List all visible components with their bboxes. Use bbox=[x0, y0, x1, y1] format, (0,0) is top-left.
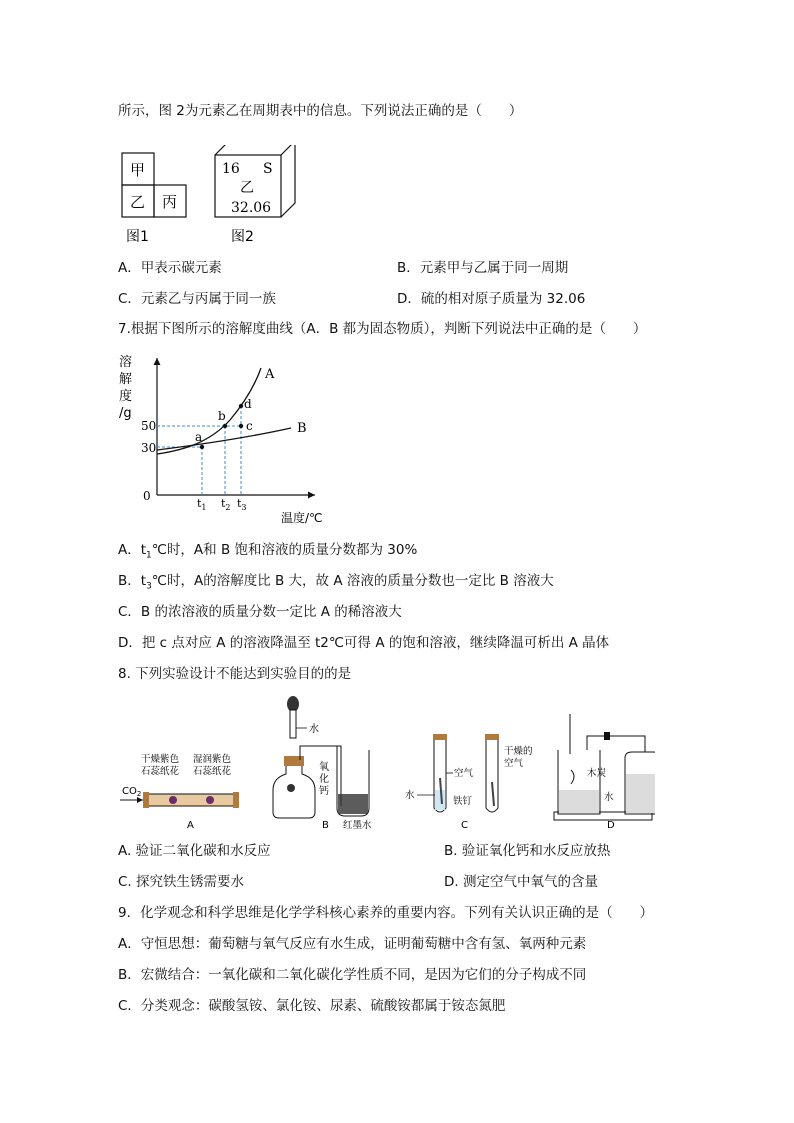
q8-option-c: C. 探究铁生锈需要水 bbox=[118, 874, 245, 890]
figure-1-periodic-grid bbox=[122, 153, 186, 245]
cao-label-3: 钙 bbox=[319, 786, 329, 797]
co2-label: $CO_2$ bbox=[122, 786, 142, 798]
y-tick-50: 50 bbox=[141, 419, 157, 433]
q8-option-b: B. 验证氧化钙和水反应放热 bbox=[444, 843, 611, 859]
q8-stem: 8. 下列实验设计不能达到实验目的的是 bbox=[118, 666, 352, 682]
fig1-cell-jia: 甲 bbox=[130, 161, 146, 179]
red-ink-column bbox=[338, 794, 368, 814]
wet-flower-label-2: 石蕊纸花 bbox=[193, 766, 232, 777]
cao-label-1: 氧 bbox=[319, 762, 329, 773]
curve-a bbox=[157, 368, 261, 454]
point-c bbox=[239, 424, 243, 428]
point-d bbox=[239, 404, 243, 408]
tube-stopper-left bbox=[143, 792, 149, 808]
b-water-label: 水 bbox=[309, 724, 319, 735]
dry-flower-label-1: 干燥紫色 bbox=[141, 754, 180, 765]
bottle2-water bbox=[626, 774, 655, 813]
fig2-mass: 32.06 bbox=[231, 200, 272, 216]
q6-option-d: D．硫的相对原子质量为 32.06 bbox=[397, 291, 586, 307]
y-label-3: 度 bbox=[119, 389, 133, 404]
q7-option-d: D．把 c 点对应 A 的溶液降温至 t2℃可得 A 的饱和溶液，继续降温可析出 A 晶体 bbox=[118, 635, 610, 651]
apparatus-c bbox=[405, 734, 533, 831]
dry-litmus-flower bbox=[169, 796, 177, 804]
d-connecting-tube bbox=[587, 736, 645, 752]
caption-a: A bbox=[187, 820, 194, 831]
origin-label: 0 bbox=[143, 489, 151, 503]
apparatus-b bbox=[273, 696, 372, 831]
curve-a-label: A bbox=[265, 367, 275, 382]
tube-stopper-right bbox=[233, 792, 239, 808]
q7-stem: 7.根据下图所示的溶解度曲线（A．B 都为固态物质），判断下列说法中正确的是（ ） bbox=[118, 321, 647, 337]
c-air-label: 空气 bbox=[454, 768, 474, 779]
glass-tube bbox=[145, 794, 235, 806]
q9-stem: 9．化学观念和科学思维是化学学科核心素养的重要内容。下列有关认识正确的是（ ） bbox=[118, 905, 654, 921]
q8-apparatus-figures bbox=[115, 694, 655, 834]
y-label-2: 解 bbox=[119, 372, 133, 387]
q6-option-c: C．元素乙与丙属于同一族 bbox=[118, 291, 276, 307]
q6-option-a: A．甲表示碳元素 bbox=[118, 260, 222, 276]
q9-option-a: A．守恒思想：葡萄糖与氧气反应有水生成，证明葡萄糖中含有氢、氧两种元素 bbox=[118, 936, 587, 952]
point-b-label: b bbox=[218, 409, 226, 423]
dry-air-label-2: 空气 bbox=[504, 758, 524, 769]
fig2-name: 乙 bbox=[240, 180, 254, 196]
dropper-tube bbox=[290, 710, 296, 738]
point-c-label: c bbox=[246, 419, 253, 433]
x-tick-t1: $t_1$ bbox=[197, 497, 207, 512]
wet-flower-label-1: 湿润紫色 bbox=[193, 754, 232, 765]
point-a bbox=[200, 445, 204, 449]
q7-option-c: C．B 的浓溶液的质量分数一定比 A 的稀溶液大 bbox=[118, 604, 402, 620]
c-water-label: 水 bbox=[405, 790, 415, 801]
point-b bbox=[223, 424, 227, 428]
point-d-label: d bbox=[244, 397, 252, 411]
q8-option-a: A. 验证二氧化碳和水反应 bbox=[118, 843, 271, 859]
fig1-cell-bing: 丙 bbox=[162, 193, 178, 211]
fig2-caption: 图2 bbox=[231, 229, 254, 245]
fig1-caption: 图1 bbox=[126, 229, 149, 245]
flask-stopper bbox=[284, 756, 304, 766]
charcoal-label: 木炭 bbox=[587, 768, 607, 779]
fig2-atomic-number: 16 bbox=[222, 161, 240, 177]
y-label-1: 溶 bbox=[119, 355, 133, 370]
tube2-stopper bbox=[485, 734, 499, 740]
point-a-label: a bbox=[195, 430, 203, 444]
red-ink-label: 红墨水 bbox=[343, 820, 372, 831]
tube1-water bbox=[435, 790, 445, 810]
q9-option-c: C．分类观念：碳酸氢铵、氯化铵、尿素、硫酸铵都属于铵态氮肥 bbox=[118, 998, 506, 1014]
d-water-label: 水 bbox=[604, 792, 614, 803]
solubility-curve-graph bbox=[115, 350, 335, 530]
caption-c: C bbox=[461, 820, 468, 831]
curve-b-label: B bbox=[297, 421, 307, 436]
fig1-cell-yi: 乙 bbox=[130, 193, 146, 211]
x-tick-t2: $t_2$ bbox=[221, 497, 231, 512]
c-nail-label: 铁钉 bbox=[453, 796, 473, 807]
q7-option-a: A．$t_1℃$时，A和 B 饱和溶液的质量分数都为 30% bbox=[118, 542, 418, 561]
q6-option-b: B．元素甲与乙属于同一周期 bbox=[397, 260, 569, 276]
bottle1-water bbox=[559, 790, 599, 813]
water-trough bbox=[554, 812, 652, 820]
wet-litmus-flower bbox=[206, 796, 214, 804]
q9-option-b: B．宏微结合：一氧化碳和二氧化碳化学性质不同，是因为它们的分子构成不同 bbox=[118, 967, 587, 983]
apparatus-a bbox=[120, 753, 239, 831]
caption-d: D bbox=[607, 820, 615, 831]
q7-option-b: B．$t_3℃$时，A的溶解度比 B 大，故 A 溶液的质量分数也一定比 B 溶液大 bbox=[118, 573, 554, 592]
calcium-oxide-lump bbox=[287, 784, 295, 792]
y-label-4: /g bbox=[119, 406, 132, 421]
q8-option-d: D. 测定空气中氧气的含量 bbox=[444, 874, 598, 890]
cao-label-2: 化 bbox=[319, 774, 329, 785]
caption-b: B bbox=[322, 820, 329, 831]
x-axis-label: 温度/℃ bbox=[281, 511, 323, 525]
clamp bbox=[604, 732, 610, 740]
apparatus-d bbox=[554, 714, 655, 831]
dry-air-label-1: 干燥的 bbox=[504, 746, 533, 757]
tube1-stopper bbox=[433, 734, 447, 740]
combustion-spoon bbox=[571, 770, 574, 784]
tube2-iron-nail bbox=[492, 782, 494, 806]
wide-mouth-bottle bbox=[273, 766, 315, 818]
q6-stem: 所示，图 2为元素乙在周期表中的信息。下列说法正确的是（ ） bbox=[118, 103, 523, 119]
x-tick-t3: $t_3$ bbox=[237, 497, 247, 512]
q6-figures bbox=[118, 145, 318, 250]
figure-2-element-cube bbox=[215, 145, 295, 245]
y-tick-30: 30 bbox=[141, 441, 157, 455]
dry-flower-label-2: 石蕊纸花 bbox=[141, 766, 180, 777]
fig2-symbol: S bbox=[263, 161, 273, 177]
test-tube-2 bbox=[486, 740, 498, 812]
